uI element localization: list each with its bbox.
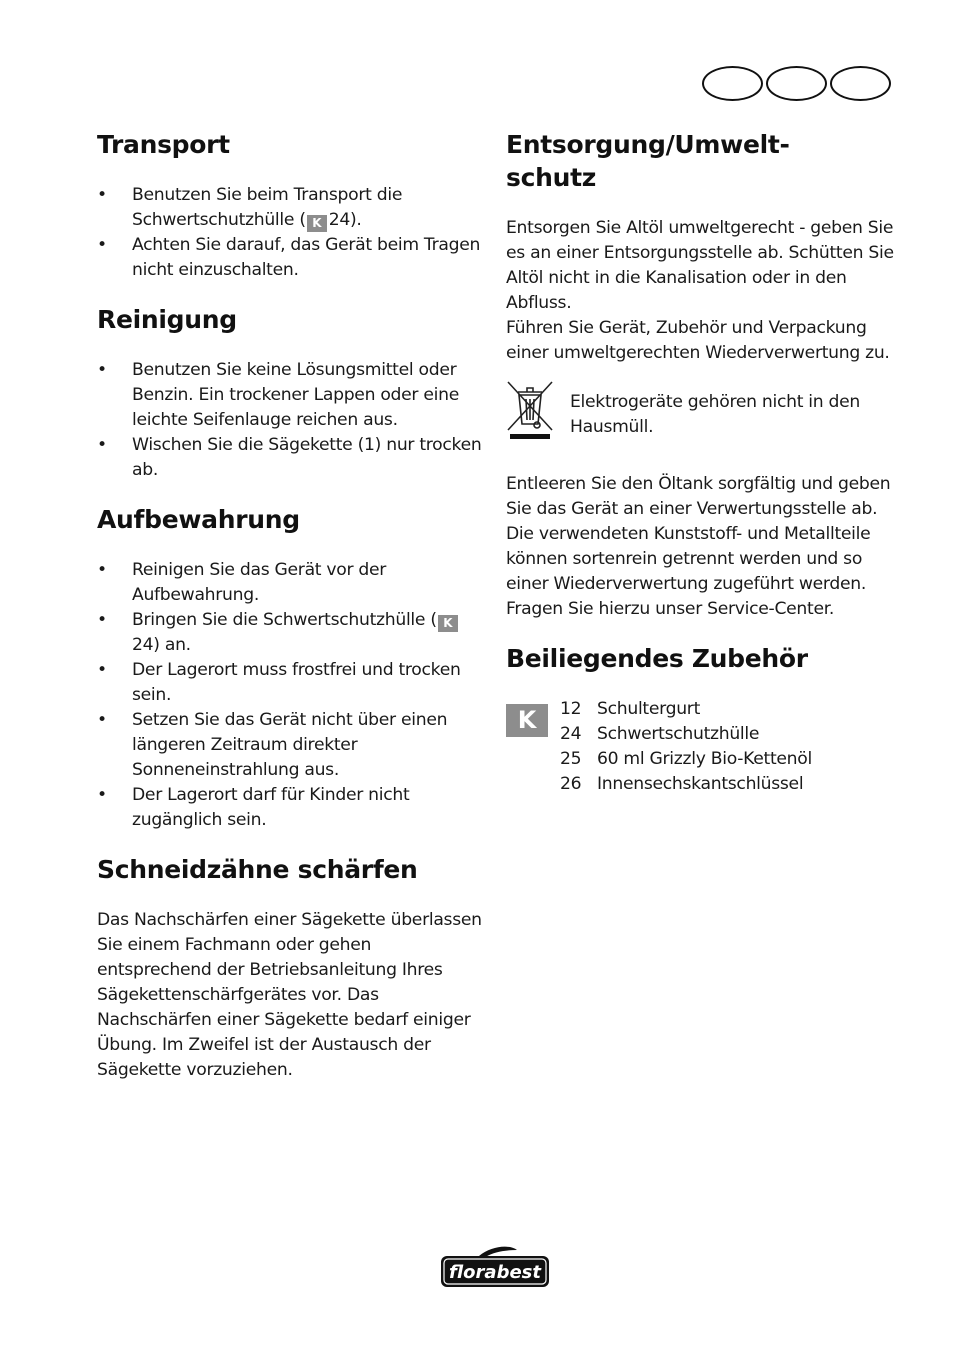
section-transport [97,128,487,283]
crossed-out-wheelie-bin-icon [506,380,554,444]
list-item: • Achten Sie darauf, das Gerät beim Tragen nicht einzuschalten. [97,233,487,283]
section-zubehoer [506,642,896,797]
florabest-logo [439,1244,551,1290]
list-item: • Reinigen Sie das Gerät vor der Aufbewahrung. [97,558,487,608]
list-item: • Benutzen Sie beim Transport die Schwertschutzhülle ( K 24). [97,183,487,233]
entsorgung-paragraph-1: Entsorgen Sie Altöl umweltgerecht - geben Sie es an einer Entsorgungsstelle ab. Schütten Sie Altöl nicht in die Kanalisation oder in den Abfluss. [506,218,894,313]
language-oval-1 [702,66,763,101]
language-ovals [702,66,890,99]
table-row: 26 Innensechskantschlüssel [560,774,804,794]
heading-reinigung: Reinigung [97,305,237,334]
weee-text: Elektrogeräte gehören nicht in den Hausmüll. [570,392,861,437]
heading-transport: Transport [97,130,230,159]
reinigung-list [97,358,487,483]
list-item: • Wischen Sie die Sägekette (1) nur trocken ab. [97,433,487,483]
heading-entsorgung: Entsorgung/Umwelt- schutz [506,130,790,192]
weee-notice [506,380,896,444]
heading-aufbewahrung: Aufbewahrung [97,505,300,534]
heading-zubehoer: Beiliegendes Zubehör [506,644,808,673]
language-oval-2 [766,66,827,101]
schaerfen-text: Das Nachschärfen einer Sägekette überlassen Sie einem Fachmann oder gehen entsprechend der Betriebsanleitung Ihres Sägekettenschärfgerätes vor. Das Nachschärfen einer Sägekette bedarf einiger Übung. Im Zweifel ist der Austausch der Sägekette vorzuziehen. [97,910,482,1080]
left-column [97,128,487,1083]
k-reference-icon: K [438,615,458,632]
k-reference-icon: K [307,215,327,232]
entsorgung-paragraph-2: Führen Sie Gerät, Zubehör und Verpackung einer umweltgerechten Wiederverwertung zu. [506,318,890,363]
table-row: 12 Schultergurt [560,699,701,719]
table-row: 25 60 ml Grizzly Bio-Kettenöl [560,749,812,769]
right-column [506,128,896,797]
accessory-table [560,697,812,797]
section-schaerfen [97,853,487,1083]
section-aufbewahrung [97,503,487,833]
table-row: 24 Schwertschutzhülle [560,724,760,744]
aufbewahrung-list [97,558,487,833]
list-item: • Der Lagerort muss frostfrei und trocken sein. [97,658,487,708]
transport-list [97,183,487,283]
accessory-list [506,697,896,797]
section-reinigung [97,303,487,483]
list-item: • Bringen Sie die Schwertschutzhülle ( K24) an. [97,608,487,658]
heading-schaerfen: Schneidzähne schärfen [97,855,418,884]
entsorgung-paragraph-3: Entleeren Sie den Öltank sorgfältig und geben Sie das Gerät an einer Verwertungsstelle ab. Die verwendeten Kunststoff- und Metallteile können sortenrein getrennt werden und so einer Wiederverwertung zugeführt werden. Fragen Sie hierzu unser Service-Center. [506,474,891,619]
k-reference-icon: K [506,704,548,737]
list-item: • Setzen Sie das Gerät nicht über einen längeren Zeitraum direkter Sonneneinstrahlung aus. [97,708,487,783]
section-entsorgung [506,128,896,622]
language-oval-3 [830,66,891,101]
logo-text: florabest [449,1262,541,1283]
florabest-logo-graphic [439,1244,551,1290]
list-item: • Der Lagerort darf für Kinder nicht zugänglich sein. [97,783,487,833]
list-item: • Benutzen Sie keine Lösungsmittel oder Benzin. Ein trockener Lappen oder eine leichte Seifenlauge reichen aus. [97,358,487,433]
